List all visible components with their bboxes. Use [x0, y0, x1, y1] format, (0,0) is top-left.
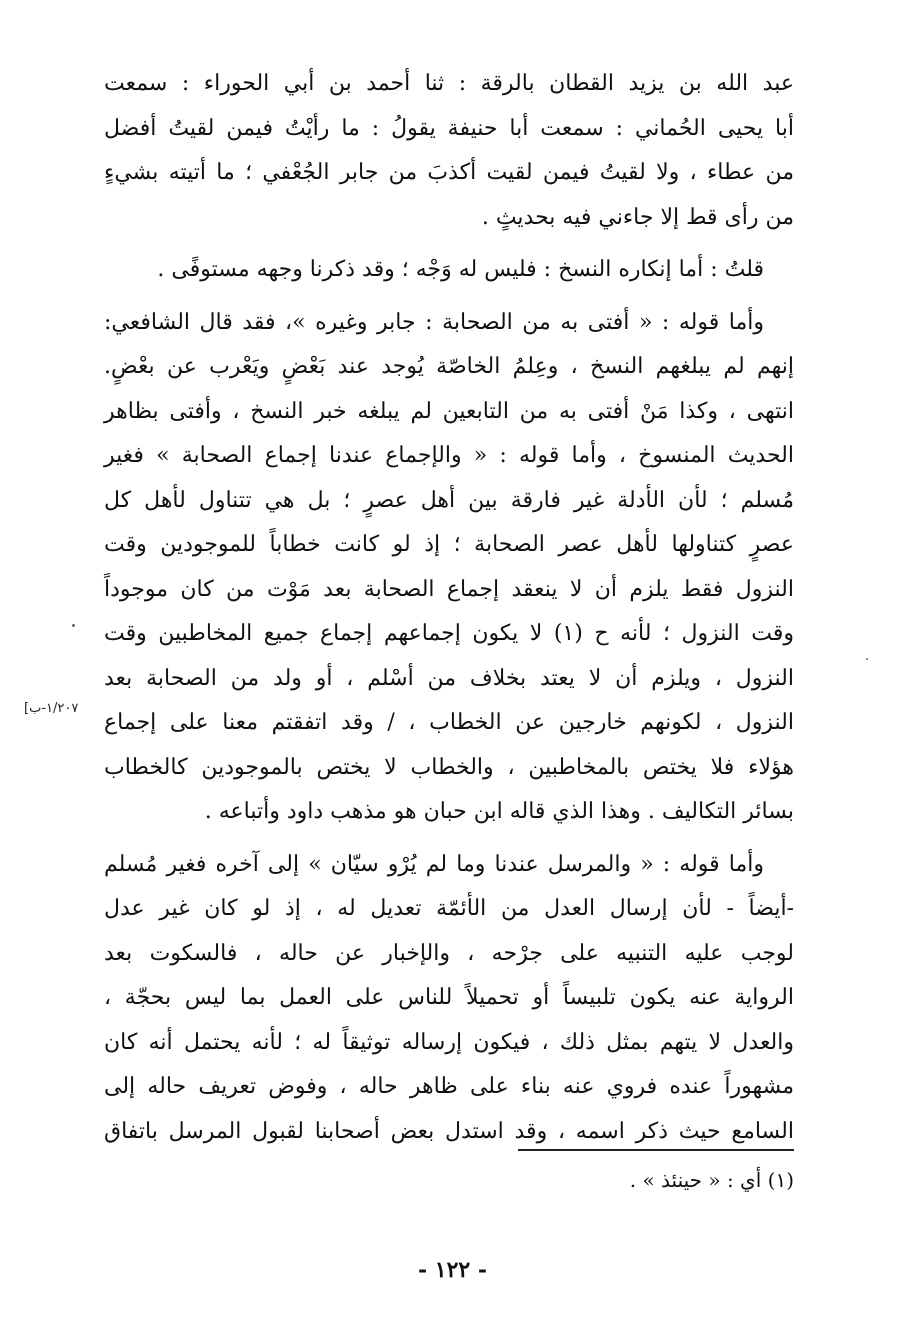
text-line: قلتُ : أما إنكاره النسخ : فليس له وَجْه ؛ وقد ذكرنا وجهه مستوفًى .	[157, 257, 764, 282]
text-line: هؤلاء فلا يختص بالمخاطبين ، والخطاب لا يختص بالموجودين كالخطاب	[104, 754, 794, 780]
text-line: وأما قوله : « أفتى به من الصحابة : جابر وغيره »، فقد قال الشافعي:	[104, 309, 764, 335]
footnote: (١) أي : « حينئذ » .	[629, 1168, 794, 1192]
text-line: الحديث المنسوخ ، وأما قوله : « والإجماع عندنا إجماع الصحابة » فغير	[104, 443, 794, 468]
text-line: النزول فقط يلزم أن لا ينعقد إجماع الصحابة بعد مَوْت من كان موجوداً	[104, 576, 794, 602]
text-line: النزول ، ويلزم أن لا يعتد بخلاف من أسْلم ، أو ولد من الصحابة بعد	[104, 665, 794, 691]
text-line: من عطاء ، ولا لقيتُ فيمن لقيت أكذبَ من جابر الجُعْفي ؛ ما أتيته بشيءٍ	[104, 160, 794, 185]
text-line: النزول ، لكونهم خارجين عن الخطاب ، / وقد اتفقتم معنا على إجماع	[104, 710, 794, 735]
scan-speck	[72, 624, 75, 627]
text-line: مُسلم ؛ لأن الأدلة غير فارقة بين أهل عصرٍ ؛ بل هي تتناول لأهل كل	[104, 487, 794, 513]
text-line: أبا يحيى الحُماني : سمعت أبا حنيفة يقولُ : ما رأيْتُ فيمن لقيتُ أفضل	[104, 115, 794, 141]
paragraph-2	[104, 248, 794, 293]
manuscript-folio-reference: [١/٢٠٧-ب	[24, 701, 79, 716]
text-line: لوجب عليه التنبيه على جرْحه ، والإخبار عن حاله ، فالسكوت بعد	[104, 940, 794, 966]
text-line: الرواية عنه يكون تلبيساً أو تحميلاً للناس على العمل بما ليس بحجّة ،	[104, 985, 794, 1010]
footnote-divider	[518, 1149, 794, 1151]
scan-speck	[866, 658, 868, 660]
paragraph-3	[104, 301, 794, 835]
text-line: إنهم لم يبلغهم النسخ ، وعِلمُ الخاصّة يُوجد عند بَعْضٍ ويَعْرب عن بعْضٍ.	[104, 354, 794, 379]
text-line: عبد الله بن يزيد القطان بالرقة : ثنا أحمد بن أبي الحوراء : سمعت	[104, 71, 794, 96]
text-line: انتهى ، وكذا مَنْ أفتى به من التابعين لم يبلغه خبر النسخ ، وأفتى بظاهر	[104, 398, 794, 424]
text-line: مشهوراً عنده فروي عنه بناء على ظاهر حاله ، وفوض تعريف حاله إلى	[104, 1074, 794, 1099]
text-line: السامع حيث ذكر اسمه ، وقد استدل بعض أصحابنا لقبول المرسل باتفاق	[104, 1118, 794, 1144]
text-line: بسائر التكاليف . وهذا الذي قاله ابن حبان هو مذهب داود وأتباعه .	[204, 799, 794, 824]
text-line: عصرٍ كتناولها لأهل عصر الصحابة ؛ إذ لو كانت خطاباً للموجودين وقت	[104, 532, 794, 557]
text-line: وأما قوله : « والمرسل عندنا وما لم يُرْو سيّان » إلى آخره فغير مُسلم	[104, 851, 764, 877]
main-text	[104, 62, 794, 1154]
text-line: -أيضاً - لأن إرسال العدل من الأئمّة تعديل له ، إذ لو كان غير عدل	[104, 896, 794, 921]
paragraph-1	[104, 62, 794, 240]
text-line: والعدل لا يتهم بمثل ذلك ، فيكون إرساله توثيقاً له ؛ لأنه يحتمل أنه كان	[104, 1029, 794, 1055]
paragraph-4	[104, 843, 794, 1155]
text-line: وقت النزول ؛ لأنه ح (١) لا يكون إجماعهم إجماع جميع المخاطبين وقت	[104, 621, 795, 646]
page-number: - ١٢٢ -	[417, 1257, 488, 1283]
text-line: من رأى قط إلا جاءني فيه بحديثٍ .	[481, 204, 794, 230]
